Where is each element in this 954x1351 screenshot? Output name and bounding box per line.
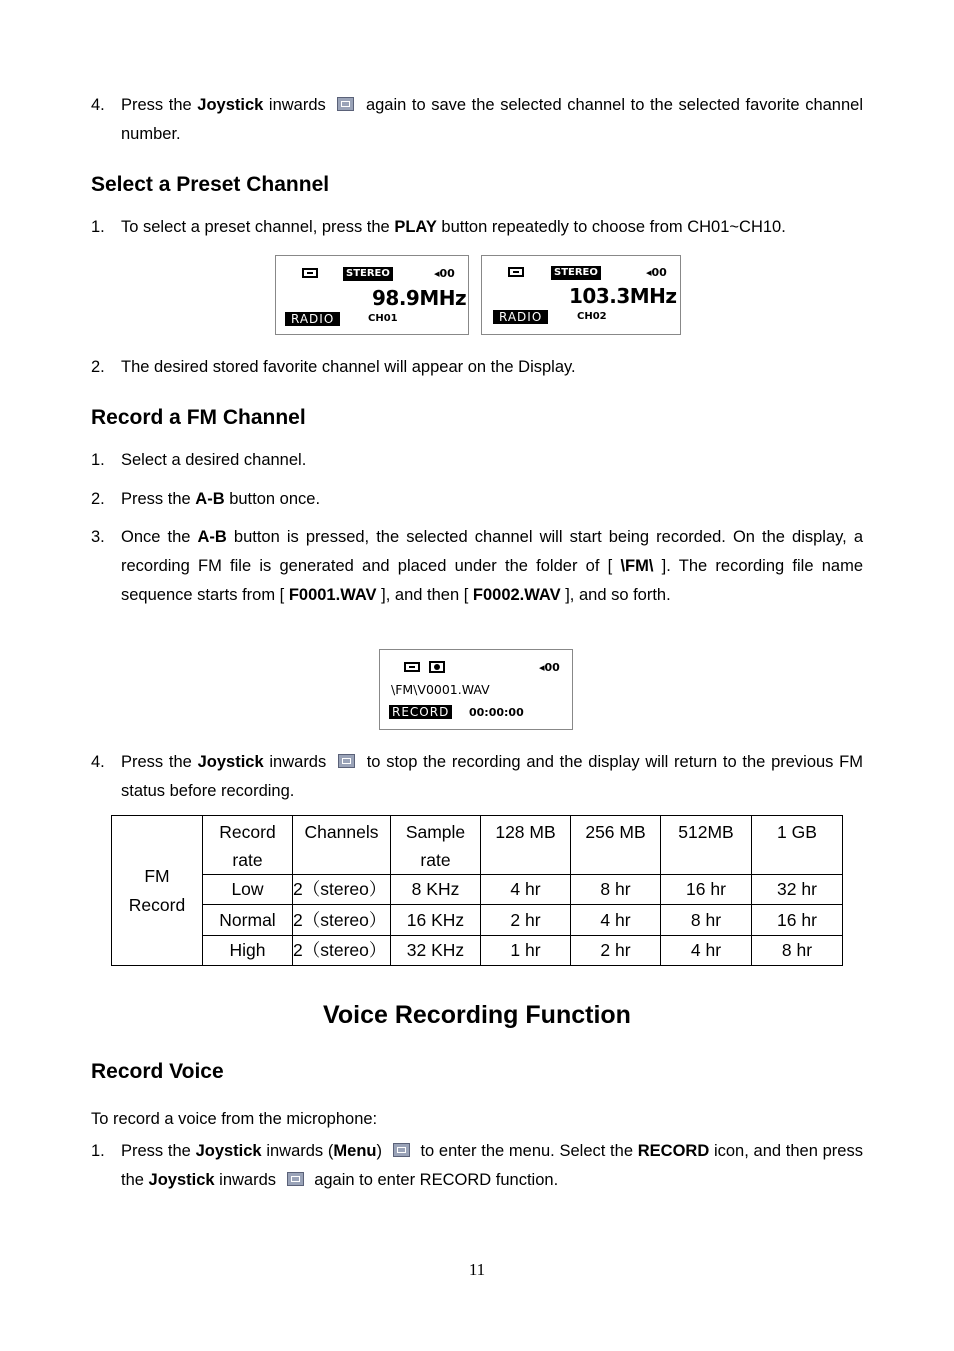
list-number: 2. <box>91 358 105 376</box>
lcd-display-record <box>379 649 573 730</box>
list-number: 4. <box>91 96 105 114</box>
table-cell: 8 hr <box>661 905 752 936</box>
list-text: Press the A-B button once. <box>121 490 321 508</box>
list-text: To select a preset channel, press the PLAY button repeatedly to choose from CH01~CH10. <box>121 218 786 236</box>
volume-indicator: ◂00 <box>646 266 667 279</box>
channel-label: CH01 <box>368 313 398 324</box>
label-line: Record <box>128 894 186 915</box>
table-cell: 8 KHz <box>391 875 481 905</box>
volume-indicator: ◂00 <box>434 267 455 280</box>
table-header: Channels <box>293 816 391 875</box>
list-text: Press the Joystick inwards to stop the recording and the display will return to the previous FM status before recording. <box>121 753 863 800</box>
lcd-display-ch02 <box>481 255 681 335</box>
list-text: Press the Joystick inwards (Menu) to enter the menu. Select the RECORD icon, and then press the Joystick inwards again to enter RECORD function. <box>121 1142 863 1189</box>
list-text: Select a desired channel. <box>121 451 307 469</box>
list-number: 1. <box>91 1142 105 1160</box>
section-title-voice-recording: Voice Recording Function <box>323 1001 631 1029</box>
table-cell: 32 KHz <box>391 936 481 966</box>
stereo-badge: STEREO <box>343 267 393 281</box>
file-path-readout: \FM\V0001.WAV <box>391 682 490 697</box>
table-cell: 2 hr <box>571 936 661 966</box>
list-text: Once the A-B button is pressed, the selected channel will start being recorded. On the display, a recording FM file is generated and placed under the folder of [ \FM\ ]. The recording file name sequence starts from [ F0001.WAV ], and then [ F0002.WAV ], and so forth. <box>121 528 863 604</box>
record-dot-icon <box>429 661 445 673</box>
battery-icon <box>302 268 318 278</box>
joystick-icon <box>336 97 355 112</box>
list-number: 2. <box>91 490 105 508</box>
table-header: 128 MB <box>481 816 571 875</box>
table-cell: 4 hr <box>481 875 571 905</box>
list-number: 1. <box>91 451 105 469</box>
joystick-icon <box>392 1143 411 1158</box>
table-cell: 4 hr <box>571 905 661 936</box>
table-row-label <box>112 816 203 966</box>
lcd-display-ch01 <box>275 255 469 335</box>
channel-label: CH02 <box>577 311 607 322</box>
list-number: 1. <box>91 218 105 236</box>
table-header: Record rate <box>203 816 293 875</box>
table-cell: 16 hr <box>661 875 752 905</box>
mode-badge: RECORD <box>389 705 452 719</box>
list-text: Press the Joystick inwards again to save the selected channel to the selected favorite channel number. <box>121 96 863 143</box>
heading-select-preset: Select a Preset Channel <box>91 173 330 196</box>
joystick-icon <box>286 1172 305 1187</box>
table-cell: High <box>203 936 293 966</box>
table-header-row <box>112 816 843 875</box>
frequency-readout: 98.9MHz <box>372 286 467 310</box>
table-cell: 16 hr <box>752 905 843 936</box>
battery-icon <box>404 662 420 672</box>
list-number: 4. <box>91 753 105 771</box>
table-row <box>112 936 843 966</box>
volume-indicator: ◂00 <box>539 661 560 674</box>
table-row <box>112 905 843 936</box>
table-header: Sample rate <box>391 816 481 875</box>
intro-text: To record a voice from the microphone: <box>91 1110 378 1128</box>
list-number: 3. <box>91 528 105 546</box>
table-cell: Low <box>203 875 293 905</box>
joystick-icon <box>337 754 356 769</box>
battery-icon <box>508 267 524 277</box>
page-number: 11 <box>468 1260 486 1279</box>
table-cell: 2 hr <box>481 905 571 936</box>
table-cell: 8 hr <box>752 936 843 966</box>
table-cell: 16 KHz <box>391 905 481 936</box>
table-cell: 2（stereo） <box>293 875 391 905</box>
heading-record-fm: Record a FM Channel <box>91 406 306 429</box>
table-header: 1 GB <box>752 816 843 875</box>
table-header: 256 MB <box>571 816 661 875</box>
table-cell: 32 hr <box>752 875 843 905</box>
fm-record-table <box>111 815 843 966</box>
table-header: 512MB <box>661 816 752 875</box>
label-line: FM <box>144 865 170 886</box>
heading-record-voice: Record Voice <box>91 1060 224 1083</box>
table-row <box>112 875 843 905</box>
table-cell: 1 hr <box>481 936 571 966</box>
stereo-badge: STEREO <box>551 266 601 280</box>
table-cell: 8 hr <box>571 875 661 905</box>
mode-badge: RADIO <box>285 312 340 326</box>
table-cell: 2（stereo） <box>293 905 391 936</box>
table-cell: 4 hr <box>661 936 752 966</box>
frequency-readout: 103.3MHz <box>569 284 677 308</box>
record-timer: 00:00:00 <box>469 706 524 719</box>
table-cell: Normal <box>203 905 293 936</box>
table-cell: 2（stereo） <box>293 936 391 966</box>
mode-badge: RADIO <box>493 310 548 324</box>
list-text: The desired stored favorite channel will appear on the Display. <box>121 358 576 376</box>
